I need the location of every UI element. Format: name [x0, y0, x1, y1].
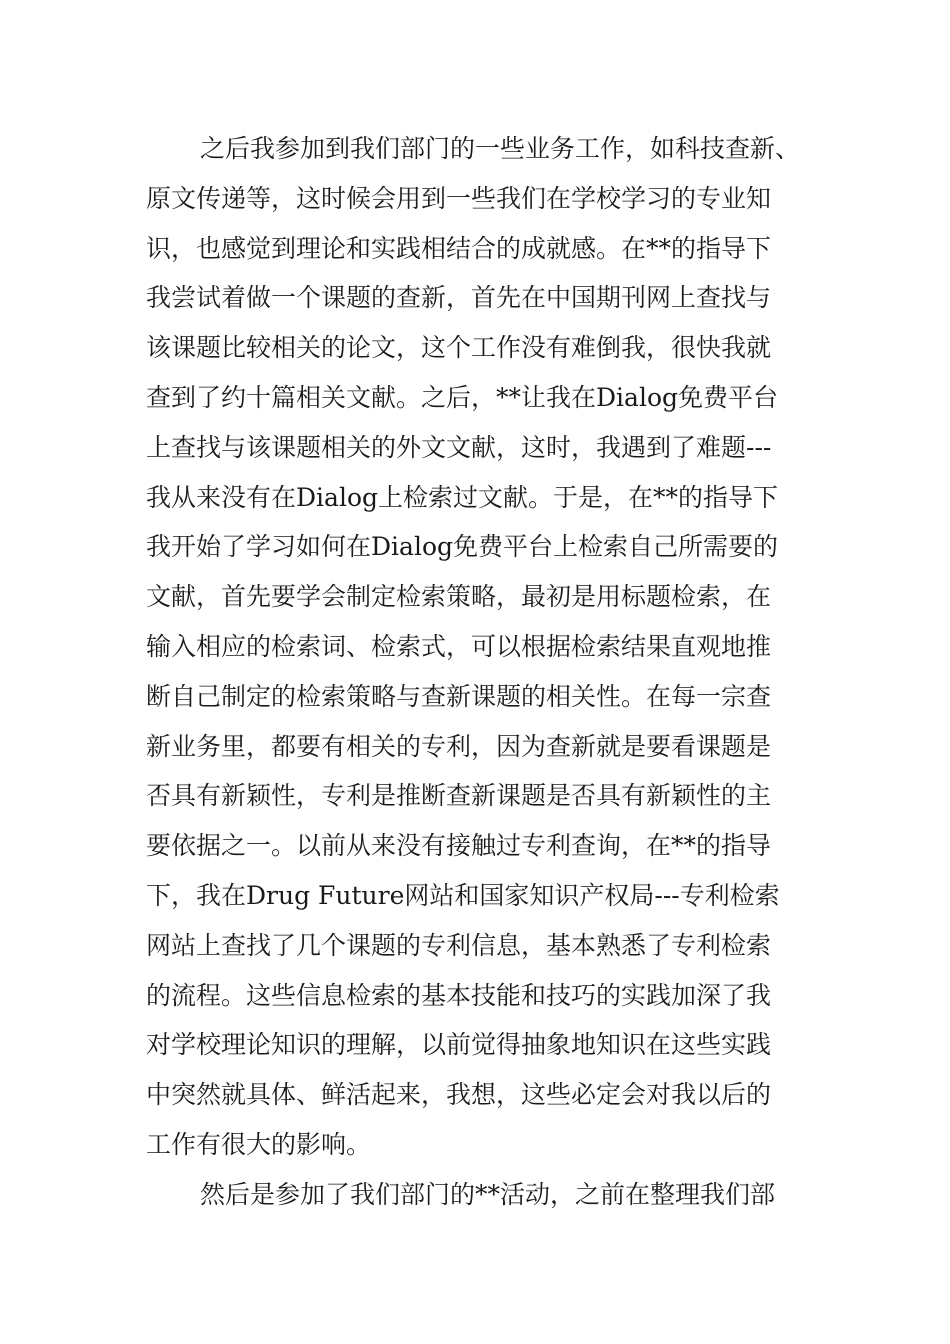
paragraph-1-line-3: 识，也感觉到理论和实践相结合的成就感。在**的指导下 — [146, 233, 772, 263]
paragraph-1-line-21: 工作有很大的影响。 — [146, 1129, 372, 1159]
paragraph-1-line-14: 否具有新颖性，专利是推断查新课题是否具有新颖性的主 — [146, 781, 772, 811]
paragraph-1-line-19: 对学校理论知识的理解，以前觉得抽象地知识在这些实践 — [146, 1030, 772, 1060]
paragraph-1-line-18: 的流程。这些信息检索的基本技能和技巧的实践加深了我 — [146, 980, 772, 1010]
paragraph-1-line-20: 中突然就具体、鲜活起来，我想，这些必定会对我以后的 — [146, 1080, 772, 1110]
paragraph-1-line-4: 我尝试着做一个课题的查新，首先在中国期刊网上查找与 — [146, 283, 772, 313]
paragraph-1-line-2: 原文传递等，这时候会用到一些我们在学校学习的专业知 — [146, 183, 772, 213]
paragraph-2-line-1: 然后是参加了我们部门的**活动，之前在整理我们部 — [200, 1179, 776, 1209]
paragraph-1-line-17: 网站上查找了几个课题的专利信息，基本熟悉了专利检索 — [146, 930, 772, 960]
paragraph-1-line-7: 上查找与该课题相关的外文文献，这时，我遇到了难题--- — [146, 432, 772, 462]
paragraph-1-line-16: 下，我在Drug Future网站和国家知识产权局---专利检索 — [146, 880, 780, 910]
paragraph-1-line-1: 之后我参加到我们部门的一些业务工作，如科技查新、 — [200, 134, 801, 163]
document-body — [146, 124, 826, 1220]
paragraph-1-line-12: 断自己制定的检索策略与查新课题的相关性。在每一宗查 — [146, 681, 772, 711]
paragraph-1-line-8: 我从来没有在Dialog上检索过文献。于是，在**的指导下 — [146, 482, 778, 512]
paragraph-1-line-11: 输入相应的检索词、检索式，可以根据检索结果直观地推 — [146, 631, 772, 661]
paragraph-1-line-13: 新业务里，都要有相关的专利，因为查新就是要看课题是 — [146, 731, 772, 761]
paragraph-1-line-6: 查到了约十篇相关文献。之后，**让我在Dialog免费平台 — [146, 382, 778, 412]
paragraph-1-line-15: 要依据之一。以前从来没有接触过专利查询，在**的指导 — [146, 831, 772, 861]
paragraph-1-line-9: 我开始了学习如何在Dialog免费平台上检索自己所需要的 — [146, 532, 778, 562]
paragraph-1-line-5: 该课题比较相关的论文，这个工作没有难倒我，很快我就 — [146, 333, 772, 363]
paragraph-1-line-10: 文献，首先要学会制定检索策略，最初是用标题检索，在 — [146, 582, 772, 612]
